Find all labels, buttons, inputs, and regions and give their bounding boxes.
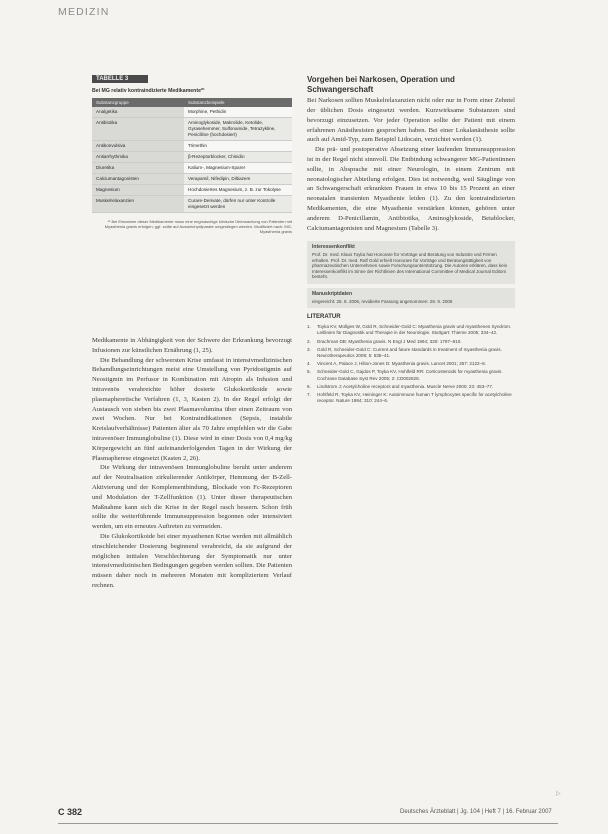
table-row (92, 118, 292, 141)
reference-text: Toyka KV, Müllges W, Gold R, Schneider-Gold C: Myasthenia gravis und myasthenes Syndrom. Leitlinien für Diagnostik und Therapie in der Neurologie. Stuttgart: Thieme 2005; 334–42. (317, 324, 512, 336)
paragraph: Bei Narkosen sollten Muskelrelaxanzien nicht oder nur in Form einer Zehntel der üblichen Dosis eingesetzt werden. Kurzwirksame Substanzen sind bevorzugt einzusetzen. Vor jeder Operation sollte der Patient mit einem erfahrenen Anästhesisten gesprochen haben. Bei einer Lokalanästhesie sollte auch auf Amid-Typ, zum Beispiel Lidocain, verzichtet werden (1). (307, 97, 515, 144)
literature-title: LITERATUR (307, 314, 341, 321)
paragraph: Medikamente in Abhängigkeit von der Schwere der Erkrankung bevorzugt Infusionen zur künstlichen Ernährung (1, 25). (92, 337, 292, 354)
reference-text: Lindstrom J: Acetylcholine receptors and myasthenia. Muscle Nerve 2000; 23: 453–77. (317, 383, 494, 389)
info-text: Prof. Dr. med. Klaus Toyka hat Honorare für Vorträge und Beratung von Industrie und Firmen erhalten. Prof. Dr. med. Ralf Gold erhielt Honorare für Vorträge und Beratungstätigkeit von pharmazeutischen Unternehmen sowie Forschungsunterstützung. Die Autoren erklären, dass kein Interessenkonflikt im Sinne der Richtlinien des International Committee of Medical Journal Editors besteht. (312, 251, 508, 280)
table-row (92, 185, 292, 196)
table-cell: Calciumantagonisten (92, 174, 184, 184)
table-cell: Antibiotika (92, 118, 184, 140)
table-header-col-1: Substanzgruppe (96, 100, 129, 105)
reference-text: Schneider-Gold C, Gajdos P, Toyka KV, Hohlfeld RR: Corticosteroids for myasthenia gravis. Cochrane Database Syst Rev 2005; 2: CD002828. (317, 369, 503, 381)
list-item: 7. Hohlfeld R, Toyka KV, Heininger K: Autoimmune human T lymphocytes specific for acetylcholine receptor. Nature 1984; 310: 244–6. (307, 392, 515, 404)
table-header-col-2: Substanzbeispiele (188, 100, 225, 105)
paragraph: Die Glukokortikoide bei einer myasthenen Krise werden mit allmählich einschleichender Dosierung beginnend verabreicht, da sie aufgrund der möglichen initialen Verschlechterung der Symptomatik nur unter intensivmedizinischen Bedingungen gegeben werden sollten. Die Patienten müssen daher noch in mehreren Monaten mit kompliziertem Verlauf rechnen. (92, 532, 292, 589)
table-row (92, 152, 292, 163)
table-cell: Diuretika (92, 163, 184, 173)
table-row (92, 107, 292, 118)
paragraph: Die prä- und postoperative Absetzung einer laufenden Immunsuppression ist in der Regel nicht sinnvoll. Die Entbindung schwangerer MG-Patientinnen sollte, in Absprache mit einer Neurologin, in einem Zentrum mit neonatologischer Abteilung erfolgen. Dies ist notwendig, weil Säuglinge von an Schwangerschaft erkrankten Frauen in etwa 10 bis 15 Prozent an einer neonatalen transienten Myasthenie leiden (1). Zu den kontraindizierten Medikamenten, die eine Myasthenie verstärken können, gehören unter anderem D-Penicillamin, Antibiotika, Aminoglykoside, Betablocker, Calciumantagonisten und Magnesium (Tabelle 3). (307, 146, 515, 232)
table-cell: Antiarrhythmika (92, 152, 184, 162)
list-item: 6. Lindstrom J: Acetylcholine receptors and myasthenia. Muscle Nerve 2000; 23: 453–77. (307, 383, 494, 389)
table-3 (92, 75, 292, 315)
reference-text: Gold R, Schneider-Gold C: Current and future standards in treatment of myasthenia gravis. Neurotherapeutics 2008; 5: 535–41. (317, 346, 502, 358)
info-title: Interessenkonflikt (312, 244, 355, 251)
table-title: Bei MG relativ kontraindizierte Medikamente*¹ (92, 88, 205, 94)
list-item: 2. Drachman DB: Myasthenia gravis. N Engl J Med 1994; 330: 1797–810. (307, 338, 462, 344)
page-number: C 382 (58, 807, 83, 817)
table-cell: Verapamil, Nifedipin, Diltiazem (184, 174, 292, 184)
manuscript-title: Manuskriptdaten (312, 290, 353, 297)
table-cell: β-Rezeptorblocker, Chinidin (184, 152, 292, 162)
table-cell: Trimethin (184, 141, 292, 151)
table-row (92, 196, 292, 213)
left-column (92, 336, 292, 591)
footer-rule (58, 823, 558, 824)
info-box (307, 241, 515, 284)
journal-citation: Deutsches Ärzteblatt | Jg. 104 | Heft 7 | 16. Februar 2007 (400, 809, 552, 815)
reference-text: Hohlfeld R, Toyka KV, Heininger K: Autoimmune human T lymphocytes specific for acetylcholine receptor. Nature 1984; 310: 244–6. (317, 391, 512, 404)
table-cell: Curare-Derivate, dürfen nur unter Kontrolle eingesetzt werden (184, 196, 292, 212)
table-cell: Muskelrelaxanzien (92, 196, 184, 212)
manuscript-box (307, 288, 515, 308)
table-cell: Morphine, Pethidin (184, 107, 292, 117)
table-cell: Analgetika (92, 107, 184, 117)
table-label: TABELLE 3 (92, 75, 148, 83)
table-row (92, 141, 292, 152)
table-cell: Antikonvulsiva (92, 141, 184, 151)
table-footnote: *¹ Bei Einnahme dieser Medikamente muss eine engmaschige klinische Überwachung von Patienten mit Myasthenia gravis erfolgen; ggf. sollte auf Ausweichpräparate umgestiegen werden. Modifiziert nach: MG, Myasthenia gravis (104, 219, 292, 234)
list-item: 1. Toyka KV, Müllges W, Gold R, Schneider-Gold C: Myasthenia gravis und myasthenes Syndrom. Leitlinien für Diagnostik und Therapie in der Neurologie. Stuttgart: Thieme 2005; 334–42. (307, 324, 515, 336)
table-header (92, 98, 292, 107)
table-row (92, 163, 292, 174)
reference-text: Drachman DB: Myasthenia gravis. N Engl J Med 1994; 330: 1797–810. (317, 338, 462, 344)
table-cell: Aminoglykoside, Makrolide, Ketolide, Gyrasehemmer, Sulfonamide, Tetrazykline, Penicilline (hochdosiert) (184, 118, 292, 140)
right-column (307, 75, 515, 406)
section-heading: Vorgehen bei Narkosen, Operation und Schwangerschaft (307, 75, 455, 94)
list-item: 4. Vincent A, Palace J, Hilton-Jones D: Myasthenia gravis. Lancet 2001; 357: 2122–8. (307, 361, 486, 367)
section-header: MEDIZIN (58, 6, 110, 18)
table-row (92, 174, 292, 185)
paragraph: Die Wirkung der intravenösen Immunglobuline beruht unter anderem auf der Neutralisation zirkulierender Antikörper, Hemmung der B-Zell-Aktivierung und der Komplementbindung, Blockade von Fc-Rezeptoren und Modulation der T-Zellfunktion (1). Unter dieser therapeutischen Maßnahme kann sich die Krise in der Regel rasch bessern. Schon früh sollte die weiterführende Immunsuppression begonnen oder intensiviert werden, um ein erneutes Auftreten zu vermeiden. (92, 464, 292, 531)
right-body (307, 96, 515, 233)
list-item: 5. Schneider-Gold C, Gajdos P, Toyka KV, Hohlfeld RR: Corticosteroids for myasthenia gravis. Cochrane Database Syst Rev 2005; 2: CD002828. (307, 369, 515, 381)
list-item: 3. Gold R, Schneider-Gold C: Current and future standards in treatment of myasthenia gravis. Neurotherapeutics 2008; 5: 535–41. (307, 347, 515, 359)
table-cell: Hochdosiertes Magnesium, z. B. zur Tokolyse (184, 185, 292, 195)
manuscript-text: eingereicht: 25. 8. 2006, revidierte Fassung angenommen: 28. 9. 2006 (312, 298, 453, 304)
reference-list (307, 324, 515, 404)
paragraph: Die Behandlung der schwersten Krise umfasst in intensivmedizinischen Behandlungseinrichtungen meist eine Umstellung von Pyridostigmin auf Neostigmin im Perfusor in Kombination mit Atropin als Infusion und intravenös verabreichte höher dosierte Glukokortikoide sowie plasmapheretische Verfahren (1, 3, Kasten 2). In der Regel erfolgt der Austausch von sieben bis zwei Plasmavolumina über einen Zeitraum von zwei Wochen. Nur bei Kontraindikationen (Sepsis, instabile Kreislaufverhältnisse) Patienten älter als 70 Jahre empfehlen wir die Gabe intravenöser Immunglobuline (1). Diese wird in einer Dosis von 0,4 mg/kg Körpergewicht an fünf aufeinanderfolgenden Tagen in der Wirkung der Plasmapherese eingesetzt (Kasten 2, 26). (92, 356, 292, 462)
table-cell: Kalium-, Magnesium-Sparer (184, 163, 292, 173)
table-cell: Magnesium (92, 185, 184, 195)
reference-text: Vincent A, Palace J, Hilton-Jones D: Myasthenia gravis. Lancet 2001; 357: 2122–8. (317, 361, 486, 367)
continue-arrow-icon: ▷ (556, 791, 561, 797)
